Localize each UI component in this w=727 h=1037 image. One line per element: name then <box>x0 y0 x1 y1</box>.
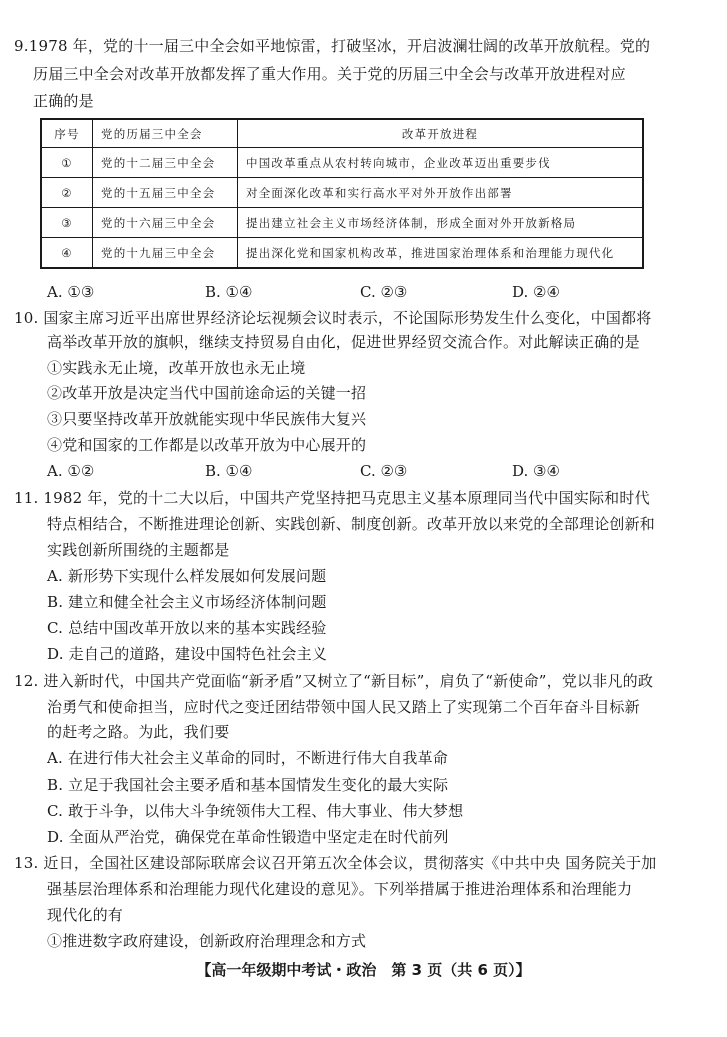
q9-line: 历届三中全会对改革开放都发挥了重大作用。关于党的历届三中全会与改革开放进程对应 <box>33 65 626 83</box>
table-row <box>41 238 643 269</box>
q11-option-a[interactable]: A. 新形势下实现什么样发展如何发展问题 <box>47 567 327 585</box>
q11-line: 实践创新所围绕的主题都是 <box>47 541 230 559</box>
table-cell: ④ <box>41 238 93 269</box>
table-row <box>41 178 643 208</box>
q12-line: 治勇气和使命担当，应时代之变迁团结带领中国人民又踏上了实现第二个百年奋斗目标新 <box>47 698 640 716</box>
q9-table <box>40 118 644 269</box>
q9-option-c[interactable]: C. ②③ <box>360 283 408 301</box>
q10-statement: ④党和国家的工作都是以改革开放为中心展开的 <box>47 436 367 454</box>
q12-line: 的赶考之路。为此，我们要 <box>47 723 230 741</box>
q10-option-a[interactable]: A. ①② <box>47 462 95 480</box>
table-cell: 党的十九届三中全会 <box>93 238 238 269</box>
q13-line: 强基层治理体系和治理能力现代化建设的意见》。下列举措属于推进治理体系和治理能力 <box>47 880 633 898</box>
table-cell: 对全面深化改革和实行高水平对外开放作出部署 <box>238 178 644 208</box>
q10-statement: ②改革开放是决定当代中国前途命运的关键一招 <box>47 384 367 402</box>
table-cell: ③ <box>41 208 93 238</box>
q9-option-d[interactable]: D. ②④ <box>512 283 560 301</box>
q11-line: 特点相结合，不断推进理论创新、实践创新、制度创新。改革开放以来党的全部理论创新和 <box>47 515 656 533</box>
q10-option-c[interactable]: C. ②③ <box>360 462 408 480</box>
q12-line: 12. 进入新时代，中国共产党面临“新矛盾”又树立了“新目标”，肩负了“新使命”，党以非凡的政 <box>14 672 654 690</box>
table-cell: ① <box>41 148 93 178</box>
q12-option-a[interactable]: A. 在进行伟大社会主义革命的同时，不断进行伟大自我革命 <box>47 749 448 767</box>
table-row <box>41 208 643 238</box>
table-cell: ② <box>41 178 93 208</box>
q10-line: 高举改革开放的旗帜，继续支持贸易自由化，促进世界经贸交流合作。对此解读正确的是 <box>47 333 640 351</box>
q10-line: 10. 国家主席习近平出席世界经济论坛视频会议时表示，不论国际形势发生什么变化，中国都将 <box>14 309 652 327</box>
q12-option-b[interactable]: B. 立足于我国社会主要矛盾和基本国情发生变化的最大实际 <box>47 776 449 794</box>
table-cell: 中国改革重点从农村转向城市，企业改革迈出重要步伐 <box>238 148 644 178</box>
q10-option-d[interactable]: D. ③④ <box>512 462 560 480</box>
table-cell: 党的十六届三中全会 <box>93 208 238 238</box>
q11-line: 11. 1982 年，党的十二大以后，中国共产党坚持把马克思主义基本原理同当代中国实际和时代 <box>14 489 650 507</box>
q9-line: 正确的是 <box>33 92 94 110</box>
table-header-cell: 改革开放进程 <box>238 119 644 148</box>
table-row <box>41 148 643 178</box>
q13-line: 13. 近日，全国社区建设部际联席会议召开第五次全体会议，贯彻落实《中共中央 国务院关于加 <box>14 854 657 872</box>
q12-option-d[interactable]: D. 全面从严治党，确保党在革命性锻造中坚定走在时代前列 <box>47 828 449 846</box>
table-cell: 提出深化党和国家机构改革，推进国家治理体系和治理能力现代化 <box>238 238 644 269</box>
q9-option-a[interactable]: A. ①③ <box>47 283 95 301</box>
q10-option-b[interactable]: B. ①④ <box>205 462 253 480</box>
table-header-cell: 序号 <box>41 119 93 148</box>
q10-statement: ①实践永无止境，改革开放也永无止境 <box>47 359 306 377</box>
page-footer: 【高一年级期中考试・政治 第 3 页（共 6 页）】 <box>196 961 531 979</box>
q11-option-d[interactable]: D. 走自己的道路，建设中国特色社会主义 <box>47 645 328 663</box>
table-cell: 党的十五届三中全会 <box>93 178 238 208</box>
q11-option-c[interactable]: C. 总结中国改革开放以来的基本实践经验 <box>47 619 327 637</box>
q13-line: 现代化的有 <box>47 906 124 924</box>
q9-option-b[interactable]: B. ①④ <box>205 283 253 301</box>
q13-statement: ①推进数字政府建设，创新政府治理理念和方式 <box>47 932 367 950</box>
table-cell: 党的十二届三中全会 <box>93 148 238 178</box>
table-header-row <box>41 119 643 148</box>
q9-line: 9.1978 年，党的十一届三中全会如平地惊雷，打破坚冰，开启波澜壮阔的改革开放航程。党的 <box>14 37 651 55</box>
table-header-cell: 党的历届三中全会 <box>93 119 238 148</box>
q11-option-b[interactable]: B. 建立和健全社会主义市场经济体制问题 <box>47 593 327 611</box>
q10-statement: ③只要坚持改革开放就能实现中华民族伟大复兴 <box>47 410 367 428</box>
q12-option-c[interactable]: C. 敢于斗争，以伟大斗争统领伟大工程、伟大事业、伟大梦想 <box>47 802 464 820</box>
table-cell: 提出建立社会主义市场经济体制，形成全面对外开放新格局 <box>238 208 644 238</box>
